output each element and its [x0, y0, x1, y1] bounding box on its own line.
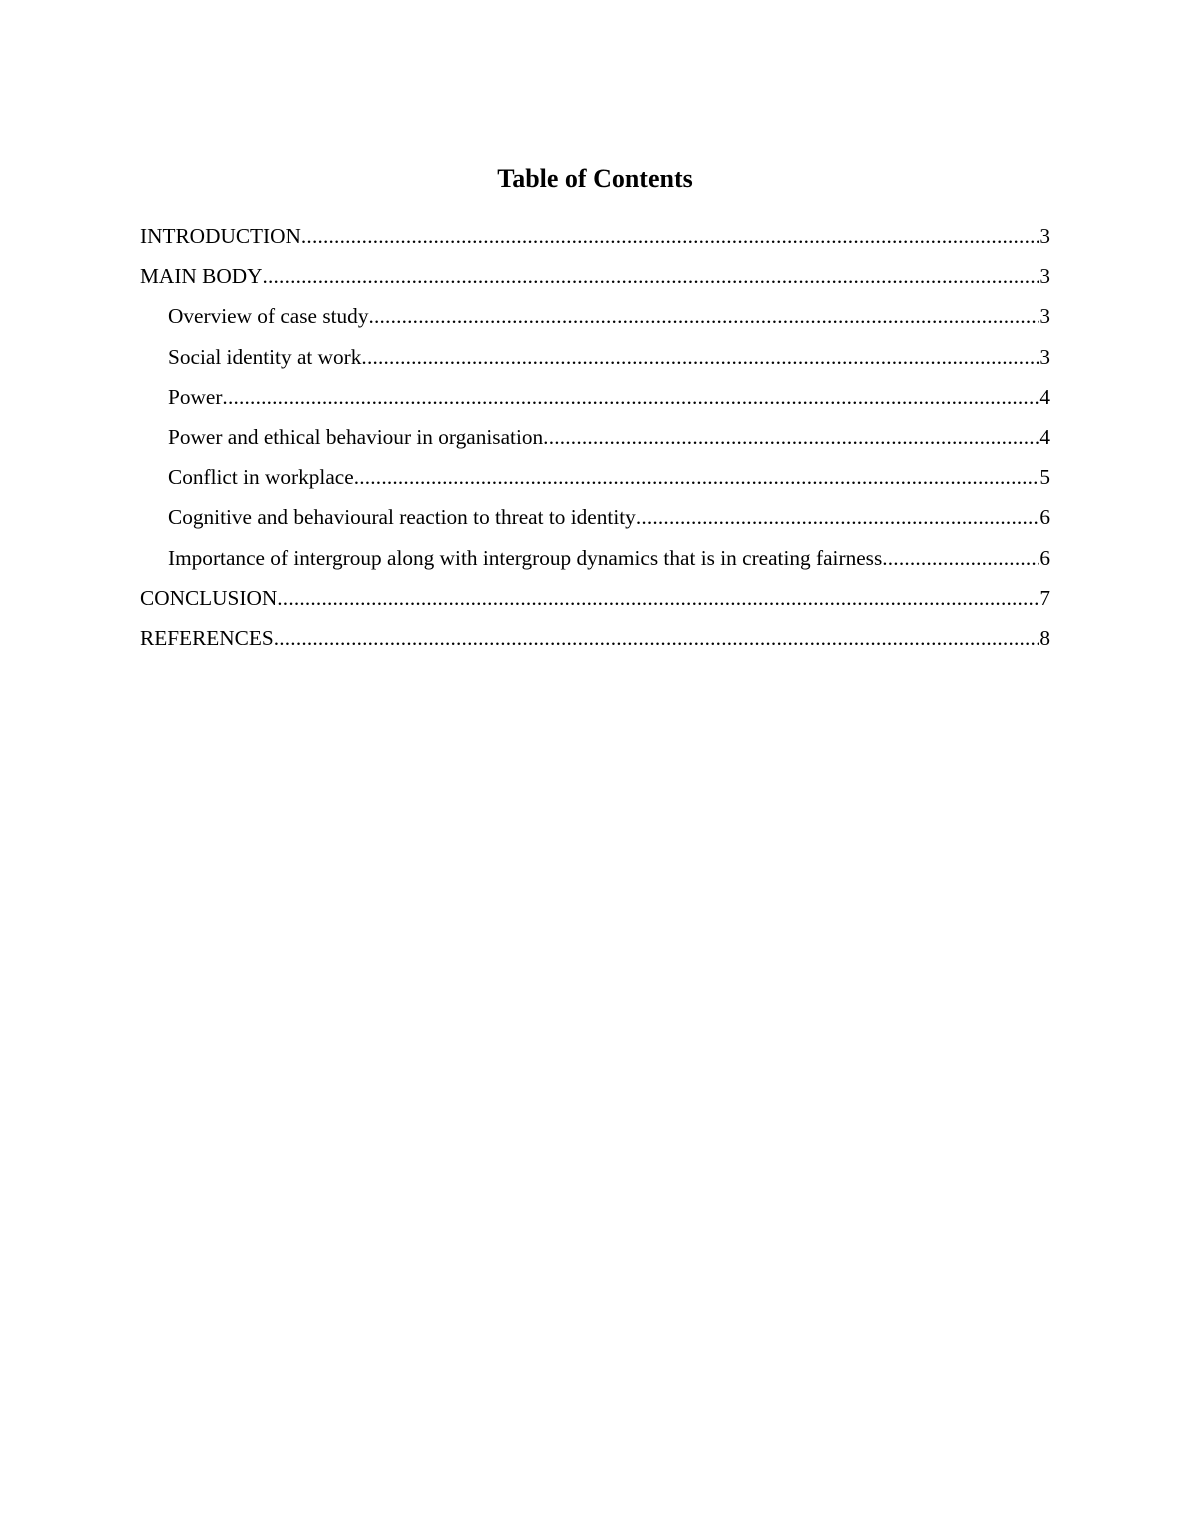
toc-dot-leader: [277, 584, 1039, 612]
toc-entry-main-body[interactable]: [140, 262, 1050, 302]
toc-page-number: 5: [1039, 465, 1050, 490]
toc-page-number: 8: [1039, 625, 1050, 650]
toc-entry-importance-of-intergroup[interactable]: [140, 544, 1050, 584]
toc-entry-text: Social identity at work: [168, 344, 362, 369]
toc-entry-text: REFERENCES: [140, 625, 274, 650]
toc-dot-leader: [301, 222, 1039, 250]
toc-entry-text: Power and ethical behaviour in organisation: [168, 424, 544, 449]
toc-entry-text: CONCLUSION: [140, 585, 278, 610]
toc-page-number: 4: [1039, 424, 1050, 449]
toc-entry-text: INTRODUCTION: [140, 224, 301, 248]
toc-dot-leader: [882, 544, 1039, 572]
toc-entry-cognitive-and-behavioural-reaction[interactable]: [140, 503, 1050, 543]
toc-dot-leader: [274, 624, 1040, 652]
toc-dot-leader: [222, 383, 1039, 411]
toc-page-number: 3: [1039, 344, 1050, 369]
toc-dot-leader: [361, 343, 1039, 371]
toc-entry-power-and-ethical-behaviour[interactable]: [140, 423, 1050, 463]
toc-page-number: 3: [1039, 264, 1050, 289]
toc-dot-leader: [354, 463, 1040, 491]
toc-entry-conflict-in-workplace[interactable]: [140, 463, 1050, 503]
toc-page-number: 4: [1039, 384, 1050, 409]
toc-title: Table of Contents: [497, 164, 693, 193]
toc-entry-social-identity-at-work[interactable]: [140, 343, 1050, 383]
toc-entry-text: Importance of intergroup along with intergroup dynamics that is in creating fairness: [168, 545, 883, 570]
toc-dot-leader: [368, 302, 1039, 330]
toc-dot-leader: [262, 262, 1039, 290]
toc-entry-introduction[interactable]: [140, 222, 1050, 262]
toc-entry-text: MAIN BODY: [140, 264, 263, 289]
toc-page-number: 7: [1039, 585, 1050, 610]
toc-entry-text: Overview of case study: [168, 304, 369, 329]
toc-entry-text: Conflict in workplace: [168, 465, 354, 490]
toc-page-number: 3: [1039, 304, 1050, 329]
toc-entry-references[interactable]: [140, 624, 1050, 664]
toc-dot-leader: [636, 503, 1040, 531]
toc-page-number: 6: [1039, 545, 1050, 570]
toc-entry-power[interactable]: [140, 383, 1050, 423]
toc-entry-text: Power: [168, 384, 223, 409]
toc-entry-overview-of-case-study[interactable]: [140, 302, 1050, 342]
toc-page-number: 3: [1039, 224, 1050, 248]
toc-page-number: 6: [1039, 505, 1050, 530]
toc-entry-conclusion[interactable]: [140, 584, 1050, 624]
toc-entry-text: Cognitive and behavioural reaction to threat to identity: [168, 505, 636, 530]
toc-list: [140, 222, 1050, 664]
toc-dot-leader: [543, 423, 1039, 451]
